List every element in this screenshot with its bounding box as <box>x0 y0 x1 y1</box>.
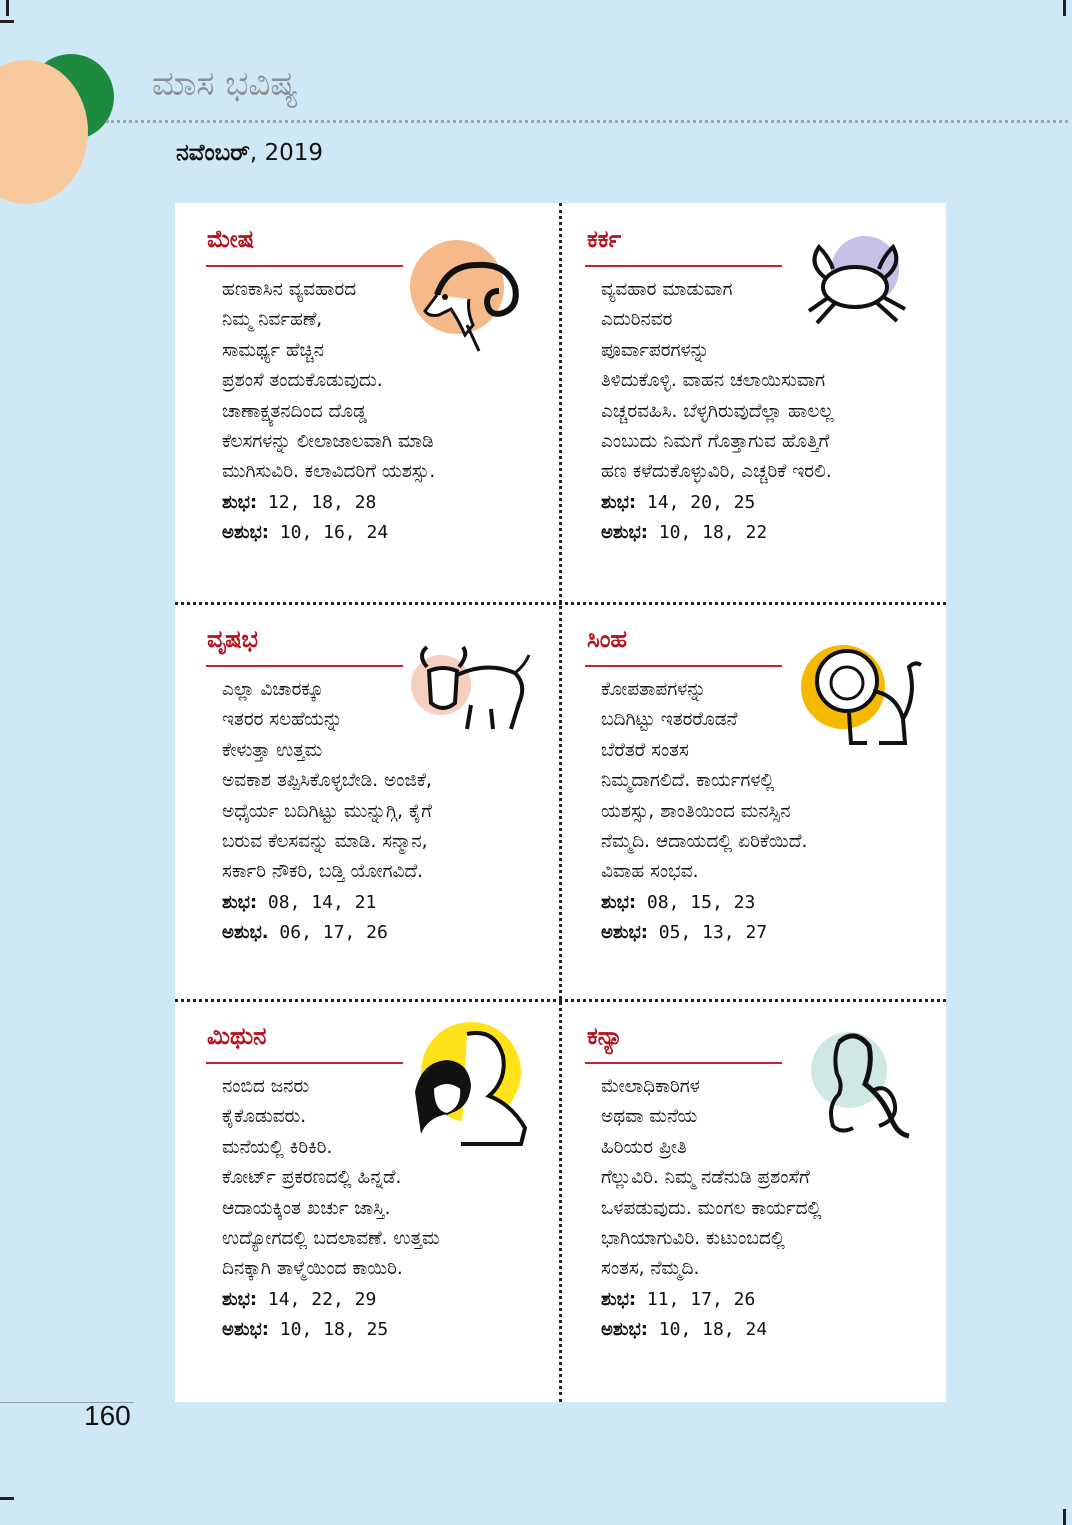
text-line: ಸರ್ಕಾರಿ ನೌಕರಿ, ಬಡ್ತಿ ಯೋಗವಿದೆ. <box>222 861 424 883</box>
lucky-dates <box>601 1285 901 1315</box>
text-line: ತಿಳಿದುಕೊಳ್ಳಿ. ವಾಹನ ಚಲಾಯಿಸುವಾಗ <box>601 370 826 392</box>
text-line: ಮನೆಯಲ್ಲಿ ಕಿರಿಕಿರಿ. <box>222 1136 333 1158</box>
text-line: ವಿವಾಹ ಸಂಭವ. <box>601 861 699 883</box>
sign-name: ಮೇಷ <box>207 225 255 253</box>
sign-name: ವೃಷಭ <box>207 625 258 653</box>
text-line: ಇತರರ ಸಲಹೆಯನ್ನು <box>222 709 343 731</box>
lucky-values: 14, 20, 25 <box>636 491 756 513</box>
text-line: ಹಿರಿಯರ ಪ್ರೀತಿ <box>601 1136 687 1158</box>
sign-block-karka <box>561 203 946 602</box>
text-line: ಅವಕಾಶ ತಪ್ಪಿಸಿಕೊಳ್ಳಬೇಡಿ. ಅಂಜಿಕೆ, <box>222 770 432 792</box>
text-line: ಅಧೈರ್ಯ ಬದಿಗಿಟ್ಟು ಮುನ್ನುಗ್ಗಿ, ಕೈಗೆ <box>222 800 432 822</box>
text-line: ಬದಿಗಿಟ್ಟು ಇತರರೊಡನೆ <box>601 709 738 731</box>
text-line: ಹಣ ಕಳೆದುಕೊಳ್ಳುವಿರಿ, ಎಚ್ಚರಿಕೆ ಇರಲಿ. <box>601 461 832 483</box>
text-line: ಪೂರ್ವಾಪರಗಳನ್ನು <box>601 339 710 361</box>
unlucky-label: ಅಶುಭ: <box>601 1319 648 1341</box>
unlucky-dates <box>222 518 522 548</box>
text-line: ಬರುವ ಕೆಲಸವನ್ನು ಮಾಡಿ. ಸನ್ಮಾನ, <box>222 831 428 853</box>
section-title: ಮಾಸ ಭವಿಷ್ಯ <box>152 64 299 104</box>
text-line: ಕೆಲಸಗಳನ್ನು ಲೀಲಾಜಾಲವಾಗಿ ಮಾಡಿ <box>222 431 434 453</box>
text-line: ಕೋಪತಾಪಗಳನ್ನು <box>601 679 706 700</box>
unlucky-label: ಅಶುಭ: <box>222 522 269 544</box>
sign-text <box>222 275 522 549</box>
lucky-values: 12, 18, 28 <box>257 491 377 513</box>
lucky-dates <box>222 488 522 518</box>
unlucky-dates <box>222 1315 522 1345</box>
lucky-label: ಶುಭ: <box>222 891 258 913</box>
text-line: ಮುಗಿಸುವಿರಿ. ಕಲಾವಿದರಿಗೆ ಯಶಸ್ಸು. <box>222 461 436 483</box>
text-line: ನಿಮ್ಮದಾಗಲಿದೆ. ಕಾರ್ಯಗಳಲ್ಲಿ <box>601 770 775 792</box>
unlucky-values: 10, 18, 22 <box>647 522 768 544</box>
text-line: ಕೇಳುತ್ತಾ ಉತ್ತಮ <box>222 739 323 761</box>
text-line: ವ್ಯವಹಾರ ಮಾಡುವಾಗ <box>601 279 733 300</box>
lucky-values: 08, 14, 21 <box>257 891 377 913</box>
sign-name: ಮಿಥುನ <box>207 1022 267 1050</box>
text-line: ನಿಮ್ಮ ನಿರ್ವಹಣೆ, <box>222 309 323 331</box>
text-line: ಪ್ರಶಂಸೆ ತಂದುಕೊಡುವುದು. <box>222 370 383 392</box>
crop-mark <box>1063 0 1066 16</box>
unlucky-label: ಅಶುಭ. <box>222 922 269 944</box>
sign-block-mesha <box>175 203 560 602</box>
page-number: 160 <box>84 1400 131 1431</box>
sign-block-kanya <box>561 1000 946 1399</box>
text-line: ಮೇಲಾಧಿಕಾರಿಗಳ <box>601 1076 700 1097</box>
sign-underline <box>585 265 782 267</box>
sign-block-simha <box>561 603 946 1002</box>
lucky-values: 14, 22, 29 <box>257 1288 377 1310</box>
crop-mark <box>6 0 9 16</box>
text-line: ಗೆಲ್ಲುವಿರಿ. ನಿಮ್ಮ ನಡೆನುಡಿ ಪ್ರಶಂಸೆಗೆ <box>601 1167 810 1189</box>
text-line: ಒಳಪಡುವುದು. ಮಂಗಲ ಕಾರ್ಯದಲ್ಲಿ <box>601 1197 822 1219</box>
sign-underline <box>206 1062 403 1064</box>
text-line: ಎಂಬುದು ನಿಮಗೆ ಗೊತ್ತಾಗುವ ಹೊತ್ತಿಗೆ <box>601 431 830 453</box>
sign-underline <box>206 265 403 267</box>
lucky-label: ಶುಭ: <box>601 1288 637 1310</box>
sign-text <box>222 1072 522 1346</box>
sign-block-mithuna <box>175 1000 560 1399</box>
text-line: ಸಂತಸ, ನೆಮ್ಮದಿ. <box>601 1258 700 1280</box>
text-line: ಆದಾಯಕ್ಕಿಂತ ಖರ್ಚು ಜಾಸ್ತಿ. <box>222 1197 391 1219</box>
sign-text <box>601 1072 901 1346</box>
lucky-dates <box>601 488 901 518</box>
horoscope-card <box>175 203 946 1402</box>
unlucky-values: 10, 18, 24 <box>647 1319 768 1341</box>
sign-text <box>222 675 522 949</box>
month-name: ನವೆಂಬರ್ <box>176 140 250 166</box>
lucky-dates <box>222 1285 522 1315</box>
lucky-dates <box>222 888 522 918</box>
year: , 2019 <box>249 140 324 166</box>
unlucky-dates <box>601 1315 901 1345</box>
text-line: ಸಾಮರ್ಥ್ಯ ಹೆಚ್ಚಿನ <box>222 339 325 361</box>
text-line: ಕೋರ್ಟ್ ಪ್ರಕರಣದಲ್ಲಿ ಹಿನ್ನಡೆ. <box>222 1167 402 1189</box>
sign-name: ಕರ್ಕ <box>587 225 622 253</box>
unlucky-dates <box>601 918 901 948</box>
unlucky-values: 05, 13, 27 <box>647 922 768 944</box>
text-line: ಯಶಸ್ಸು, ಶಾಂತಿಯಿಂದ ಮನಸ್ಸಿನ <box>601 800 791 822</box>
sign-text <box>601 275 901 549</box>
crop-mark <box>0 1497 14 1500</box>
text-line: ದಿನಕ್ಕಾಗಿ ತಾಳ್ಮೆಯಿಂದ ಕಾಯಿರಿ. <box>222 1258 403 1280</box>
lucky-label: ಶುಭ: <box>601 891 637 913</box>
text-line: ಹಣಕಾಸಿನ ವ್ಯವಹಾರದ <box>222 279 357 300</box>
unlucky-label: ಅಶುಭ: <box>222 1319 269 1341</box>
text-line: ನಂಬಿದ ಜನರು <box>222 1076 310 1097</box>
sign-name: ಸಿಂಹ <box>587 625 628 653</box>
lucky-label: ಶುಭ: <box>222 1288 258 1310</box>
unlucky-dates <box>222 918 522 948</box>
lucky-values: 11, 17, 26 <box>636 1288 756 1310</box>
lucky-label: ಶುಭ: <box>601 491 637 513</box>
lucky-values: 08, 15, 23 <box>636 891 756 913</box>
text-line: ಕೈಕೊಡುವರು. <box>222 1106 307 1128</box>
unlucky-label: ಅಶುಭ: <box>601 922 648 944</box>
sign-underline <box>585 1062 782 1064</box>
text-line: ಭಾಗಿಯಾಗುವಿರಿ. ಕುಟುಂಬದಲ್ಲಿ <box>601 1228 785 1250</box>
sign-block-vrishabha <box>175 603 560 1002</box>
month-heading <box>176 140 323 166</box>
text-line: ಉದ್ಯೋಗದಲ್ಲಿ ಬದಲಾವಣೆ. ಉತ್ತಮ <box>222 1228 440 1250</box>
sign-underline <box>206 665 403 667</box>
unlucky-values: 06, 17, 26 <box>268 922 388 944</box>
crop-mark <box>0 20 14 23</box>
text-line: ಎದುರಿನವರ <box>601 309 673 331</box>
text-line: ಬೆರೆತರೆ ಸಂತಸ <box>601 739 689 761</box>
lucky-label: ಶುಭ: <box>222 491 258 513</box>
unlucky-values: 10, 18, 25 <box>268 1319 389 1341</box>
unlucky-dates <box>601 518 901 548</box>
sign-name: ಕನ್ಯಾ <box>587 1022 623 1050</box>
lucky-dates <box>601 888 901 918</box>
text-line: ಎಲ್ಲಾ ವಿಚಾರಕ್ಕೂ <box>222 679 324 700</box>
sign-text <box>601 675 901 949</box>
text-line: ನೆಮ್ಮದಿ. ಆದಾಯದಲ್ಲಿ ಏರಿಕೆಯಿದೆ. <box>601 831 808 853</box>
text-line: ಅಥವಾ ಮನೆಯ <box>601 1106 698 1128</box>
sign-underline <box>585 665 782 667</box>
text-line: ಚಾಣಾಕ್ಷ್ಯತನದಿಂದ ದೊಡ್ಡ <box>222 400 367 422</box>
unlucky-values: 10, 16, 24 <box>268 522 389 544</box>
unlucky-label: ಅಶುಭ: <box>601 522 648 544</box>
crop-mark <box>1063 1509 1066 1525</box>
text-line: ಎಚ್ಚರವಹಿಸಿ. ಬೆಳ್ಳಗಿರುವುದೆಲ್ಲಾ ಹಾಲಲ್ಲ <box>601 400 834 422</box>
header-dotted-rule <box>106 120 1068 123</box>
